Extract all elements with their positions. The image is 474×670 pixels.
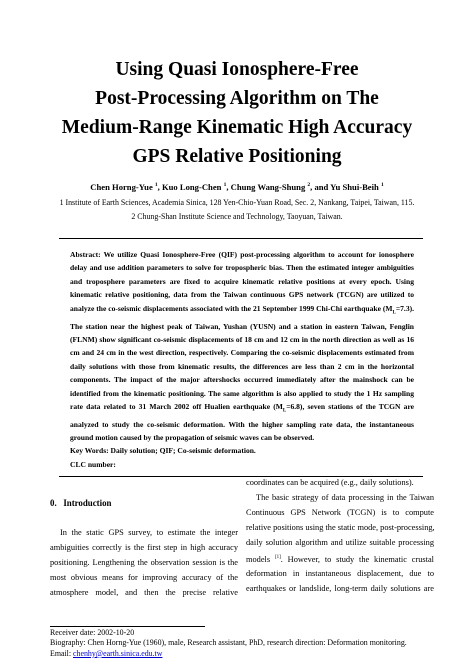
magnitude-value: =6.8), seven stations of the TCGN are xyxy=(286,401,415,411)
author-separator: , and xyxy=(310,182,331,192)
citation-mark: [1] xyxy=(274,554,281,560)
body-line: coordinates can be acquired (e.g., daily solutions). xyxy=(246,478,414,487)
magnitude-subscript: L xyxy=(282,408,287,414)
affiliation-mark: 2 xyxy=(307,182,311,189)
body-line: ambiguities correctly is the first step in high accuracy xyxy=(50,542,238,552)
body-line: deformation in instantaneous displacement, due to xyxy=(246,569,434,579)
email-line xyxy=(50,649,407,659)
abstract-line: analyzed to study the co-seismic deformation. With the higher sampling rate data, the instantaneous xyxy=(70,419,414,429)
email-link[interactable]: chenhy@earth.sinica.edu.tw xyxy=(73,648,163,658)
received-date: Receiver date: 2002-10-20 xyxy=(50,628,135,637)
left-column xyxy=(50,526,238,601)
abstract-line: kinematic relative positioning, data from the Taiwan continuous GPS network (TCGN) are utilized to xyxy=(70,290,414,300)
abstract-line: ground motion caused by the propagation of seismic waves can be observed. xyxy=(70,433,315,443)
body-line xyxy=(246,551,434,568)
magnitude-subscript: L xyxy=(392,310,396,316)
abstract-top-rule xyxy=(59,238,423,239)
abstract-line: identified from the kinematic positioning. The same algorithm is also applied to study the 1 Hz sampling xyxy=(70,388,414,398)
abstract-line xyxy=(70,302,414,320)
body-text: models xyxy=(246,554,271,564)
key-words: Key Words: Daily solution; QIF; Co-seismic deformation. xyxy=(70,446,256,455)
body-line: The basic strategy of data processing in the Taiwan xyxy=(256,492,434,502)
abstract-line xyxy=(70,400,414,418)
body-line: Continuous GPS Network (TCGN) is to compute xyxy=(246,507,434,517)
section-heading xyxy=(50,498,111,508)
affiliation-line: 2 Chung-Shan Institute Science and Technology, Taoyuan, Taiwan. xyxy=(131,212,343,221)
abstract-line-text: analyze the co-seismic displacements associated with the 21 September 1999 Chi-Chi earthquake (M xyxy=(70,303,393,313)
abstract-line: Abstract: We utilize Quasi Ionosphere-Free (QIF) post-processing algorithm to account for ionosphere xyxy=(70,250,414,259)
abstract-line: and troposphere parameters are fixed to acquire kinematic relative positions at every epoch. Using xyxy=(70,276,414,286)
abstract xyxy=(70,248,414,445)
footnotes xyxy=(50,628,407,659)
body-line: atmosphere model, and then the precise relative xyxy=(50,587,238,597)
right-column xyxy=(246,476,434,597)
title-line: GPS Relative Positioning xyxy=(132,146,342,167)
title-line: Using Quasi Ionosphere-Free xyxy=(115,59,359,80)
body-line: relative positions using the static mode, post-processing, xyxy=(246,522,435,532)
magnitude-value: =7.3). xyxy=(395,303,414,313)
author-name: Chen Horng-Yue xyxy=(90,182,153,192)
paper-title xyxy=(0,55,474,171)
author-name: Yu Shui-Beih xyxy=(330,182,379,192)
body-line: In the static GPS survey, to estimate the integer xyxy=(60,528,238,537)
section-number: 0. xyxy=(50,498,57,508)
affiliation-mark: 1 xyxy=(223,182,227,189)
title-line: Medium-Range Kinematic High Accuracy xyxy=(61,117,413,138)
abstract-line: delay and use addition parameters to solve for tropospheric bias. Then the estimated integer ambiguities xyxy=(70,263,414,273)
body-line: daily solution algorithm and utilize suitable processing xyxy=(246,537,434,547)
author-separator: , xyxy=(157,182,162,192)
body-line: earthquakes or landslide, long-term daily solutions are xyxy=(246,584,434,594)
abstract-line: cm and 24 cm in the west direction, respectively. Comparing the co-seismic displacements estimated from xyxy=(70,348,414,358)
email-label: Email: xyxy=(50,648,74,658)
affiliation-mark: 1 xyxy=(380,182,384,189)
clc-number: CLC number: xyxy=(70,460,116,469)
abstract-line: components. The impact of the major aftershocks occurred immediately after the mainshock can be xyxy=(70,375,414,385)
body-line: most obvious means for improving accuracy of the xyxy=(50,572,238,582)
abstract-line: (FLNM) show significant co-seismic displacements of 18 cm and 12 cm in the north direction as well as 16 xyxy=(70,334,414,344)
abstract-line-text: rate data related to 31 March 2002 off Hualien earthquake (M xyxy=(70,401,283,411)
title-line: Post-Processing Algorithm on The xyxy=(95,88,379,109)
author-separator: , xyxy=(226,182,231,192)
body-text: . However, to study the kinematic crustal xyxy=(280,554,434,564)
section-title: Introduction xyxy=(63,498,112,508)
affiliation-line: 1 Institute of Earth Sciences, Academia Sinica, 128 Yen-Chio-Yuan Road, Sec. 2, Nankang, Taipei, Taiwan, 115. xyxy=(59,198,415,207)
author-name: Kuo Long-Chen xyxy=(161,182,222,192)
affiliation-mark: 1 xyxy=(154,182,158,189)
author-list xyxy=(0,182,474,192)
abstract-line: daily solutions with those from kinematic results, the differences are less than 2 cm in the horizontal xyxy=(70,361,414,371)
body-line: positioning. Lengthening the observation session is the xyxy=(50,557,238,567)
biography: Biography: Chen Horng-Yue (1960), male, Research assistant, PhD, research direction: Deformation monitoring. xyxy=(50,638,407,648)
footnote-rule xyxy=(50,626,205,627)
author-name: Chung Wang-Shung xyxy=(230,182,306,192)
abstract-line: The station near the highest peak of Taiwan, Yushan (YUSN) and a station in eastern Taiwan, Fenglin xyxy=(70,321,414,331)
